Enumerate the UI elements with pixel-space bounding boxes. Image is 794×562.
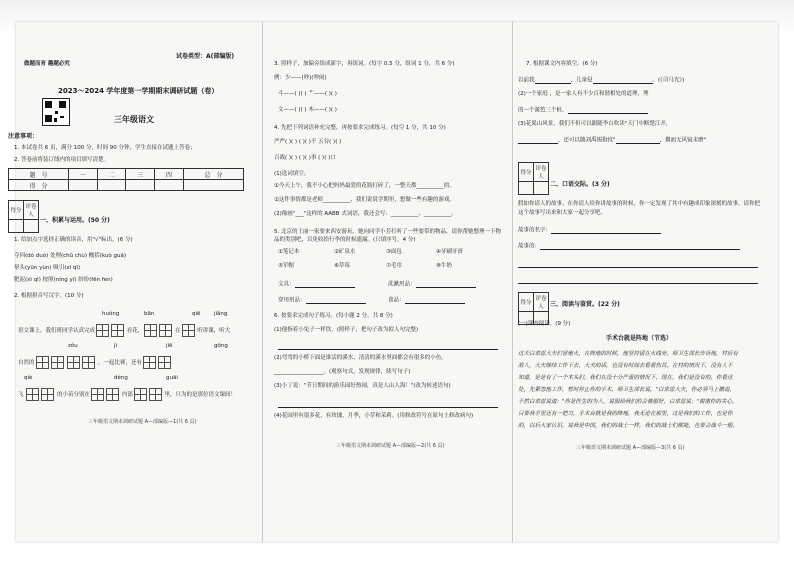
score-header: 一 [69, 169, 98, 180]
char-box[interactable] [82, 356, 95, 369]
grader-reviewer-cell[interactable] [24, 220, 39, 233]
q1-row-3: 肥泥(xì qì) 按照(níng yí) 纷纷(fēn fen) [14, 277, 113, 283]
q4-sub-1-text-2: ②这件事情都是老师__________，我们说说学期里，想做一些有趣的游戏。 [274, 197, 455, 203]
char-box[interactable] [182, 324, 195, 337]
q3-prompt: 3. 照样子，加偏旁组成新字，再组词。(每字 0.5 分，组词 1 分，共 6 分) [274, 61, 455, 67]
answer-line[interactable] [405, 296, 465, 304]
section-1-title: 一、积累与运用。(50 分) [40, 217, 110, 224]
category-label: 洗漱用品： [388, 281, 416, 288]
section-3-title: 三、阅读与鉴赏。(22 分) [550, 301, 620, 308]
page-2-footer: 三年级语文期末调研试题 A—部编版—2(共 6 页) [336, 443, 445, 449]
q4-sub-1: (1)选词填空。 [274, 171, 310, 177]
score-cell[interactable] [69, 180, 98, 191]
text-segment: 在 [175, 328, 181, 334]
text-segment: 自然的 [18, 360, 35, 366]
q4-row-2: 百战( )( ) ( )( )事 ( )( )口 [274, 155, 336, 161]
pinyin: jì [114, 343, 118, 349]
q4-sub-2: (2)像画"___"这样的 AABB 式词语，我还会写：__________、__________。 [274, 211, 457, 217]
q3-row-2: 文——( )( ) 木——( )( ) [278, 107, 337, 113]
pinyin: qiè [24, 375, 33, 381]
q4-prompt: 4. 先把下列词语补充完整，再按要求完成练习。(每空 1 分，共 10 分) [274, 125, 446, 131]
grader-reviewer-label: 评卷人 [534, 163, 549, 182]
notes-title: 注意事项： [8, 133, 39, 140]
grader-box [518, 162, 549, 195]
q6-4: (4)花园里有很多花，有玫瑰，月季，小草和茉莉。(用修改符号在原句上修改病句) [274, 413, 474, 419]
exam-title: 2023～2024 学年度第一学期期末调研试题（卷） [58, 87, 219, 95]
q5-category [388, 280, 476, 288]
q7-line-5 [518, 136, 706, 144]
char-box[interactable] [134, 388, 147, 401]
q2-line-2 [18, 356, 172, 369]
passage-line: 知道，是是有了一个木头们，我们在没十分严重的情况下，现在，我们是没有的，你看这 [518, 375, 733, 381]
q7-prompt: 7. 根据课文内容填空。(6 分) [526, 61, 598, 67]
q2-line-1 [18, 324, 230, 337]
pinyin: qiē [192, 311, 201, 317]
passage-line: 处，先紧忽他工作，暂时停止你的手术，师卫生部长说，"白求恩大夫，你必须马上撤退， [518, 387, 736, 393]
q5-category [388, 296, 465, 304]
answer-line[interactable] [518, 276, 758, 284]
q1-row-2: 晕头(yūn yùn) 吸引(xī qī) [14, 265, 81, 271]
grader-score-cell[interactable] [9, 220, 24, 233]
score-cell[interactable] [155, 180, 184, 191]
page-1-footer: 三年级语文期末调研试题 A—部编版—1(共 6 页) [88, 419, 197, 425]
page-divider [262, 22, 263, 542]
subject-title: 三年级语文 [114, 115, 154, 124]
story-name-label: 故事的名字： [518, 227, 552, 234]
text-segment: 看花， [126, 328, 144, 334]
answer-line[interactable] [278, 342, 498, 350]
passage-line: 敌人，大夫继续工作下去，大夫的话，也没有时间去看看伤员。在村的情况下，没有人不 [518, 363, 733, 369]
passage-line: 不然白求恩说道："你是医生的为人，说服给我们的会被服好，白求恩说："谢谢你的关心。 [518, 399, 738, 405]
q4-sub-1-text: ①今天上午，我不小心把妈妈最爱的花瓶打碎了，一整天都__________的。 [274, 183, 455, 189]
text-segment: 语文课上，我们班同学认真完成 [18, 328, 96, 334]
q2-line-3 [18, 388, 236, 401]
char-box[interactable] [51, 356, 64, 369]
q5-item: ①笔记本 [278, 249, 300, 255]
char-box[interactable] [36, 356, 49, 369]
answer-line[interactable] [306, 296, 366, 304]
q7-line-1 [518, 76, 684, 84]
q3-row-1: 斗——( )( ) 艹——( )( ) [278, 91, 337, 97]
score-header: 二 [97, 169, 126, 180]
q1-row-1: 夺回(dó duó) 处理(chǔ chù) 概括(kuò guā) [14, 253, 127, 259]
pinyin: dèng [114, 375, 128, 381]
answer-line[interactable] [518, 260, 758, 268]
text-segment: 的小苗分别在 [57, 392, 91, 398]
grader-reviewer-label: 评卷人 [24, 201, 39, 220]
grader-score-label: 得分 [519, 293, 534, 312]
char-box[interactable] [149, 388, 162, 401]
score-cell[interactable] [183, 180, 243, 191]
pinyin: jiē [166, 343, 173, 349]
section-2-text: 假如你请人的故事。在你请人给你讲故事的时候，你一定发现了其中有趣成印象深刻的故事，请你把这个故事写出来和大家一起分享吧。 [518, 201, 761, 216]
answer-line[interactable] [551, 226, 661, 234]
qr-code [42, 98, 70, 126]
exam-sheet [8, 22, 778, 542]
answer-line[interactable] [568, 106, 648, 114]
q5-item: ⑤军帽 [278, 263, 294, 269]
answer-line[interactable] [535, 76, 571, 84]
passage-title: 手术台就是阵地（节选） [606, 335, 673, 342]
pinyin: zǒu [68, 343, 78, 349]
char-box[interactable] [143, 356, 156, 369]
char-box[interactable] [158, 356, 171, 369]
text-segment: ，儿童侵 [570, 77, 593, 84]
pinyin: huǒng [102, 311, 120, 317]
q6-2b: __________________。(观察句式，发现规律，续写句子) [274, 369, 411, 375]
category-label: 穿用用品： [278, 297, 306, 304]
q7-line-3 [518, 106, 648, 114]
text-segment: 以前我 [518, 77, 535, 84]
passage-line: 这天白求恩大夫们冒炮火，在阵地的时候，他坚持留在火线旁。师卫生部长告诉他，村后有 [518, 351, 739, 357]
passage-line: 只要我手里还有一把刀，手术台就是我的阵地，我无论在那里，这是我们的工作，也是你 [518, 411, 733, 417]
grader-score-label: 得分 [9, 201, 24, 220]
grader-reviewer-label: 评卷人 [534, 293, 549, 312]
answer-line[interactable] [540, 242, 740, 250]
text-segment: ，还可以随刘禹锡指纹" [558, 137, 616, 144]
answer-line[interactable] [616, 136, 660, 144]
answer-line[interactable] [518, 136, 558, 144]
section-3-sub: (一)课内阅读。(9 分) [518, 321, 571, 327]
char-box[interactable] [106, 388, 119, 401]
page-3-footer: 三年级语文期末调研试题 A—部编版—3(共 6 页) [576, 445, 685, 451]
q1-prompt: 1. 给加点字选择正确的读音，用"√"标出。(6 分) [14, 237, 133, 243]
text-segment: 。(《司马光》) [652, 77, 685, 84]
q6-1: (1)他指着小兔子一样饮。(照样子，把句子改为拟人句完整) [274, 327, 419, 333]
q6-prompt: 6. 按要求完成句子练习。(每小题 2 分，共 8 分) [274, 313, 393, 319]
text-segment: 听讲课，听大 [197, 328, 231, 334]
text-segment: 内部 [121, 392, 133, 398]
passage-line: 的，以后大家认识，说我是中国，我们的战士一样，我们的战士们都能，也要会战斗一般。 [518, 423, 739, 429]
pinyin: bān [144, 311, 155, 317]
notes-item-2: 2. 答卷前将装订线内的项目填写清楚。 [14, 157, 109, 163]
q6-3: (3)小丁说："节日期间的游乐园好热闹，真是人山人海！"(改为转述语句) [274, 383, 451, 389]
char-box[interactable] [159, 324, 172, 337]
grader-score-cell[interactable] [519, 182, 534, 195]
score-cell[interactable] [126, 180, 155, 191]
grader-box [8, 200, 39, 233]
section-2-title: 二、口语交际。(3 分) [550, 181, 610, 188]
answer-line[interactable] [593, 76, 653, 84]
pinyin: jiǎng [214, 311, 228, 317]
notes-item-1: 1. 本试卷共 6 页，满分 100 分，时间 90 分钟，学生直接在试题上答卷； [14, 145, 196, 151]
story-name-row [518, 226, 661, 234]
pinyin: guāi [166, 375, 178, 381]
category-label: 文具： [278, 281, 295, 288]
text-segment: 里，只为的是那位语文课间！ [164, 392, 237, 398]
q5-item: ③面包 [386, 249, 402, 255]
score-header: 三 [126, 169, 155, 180]
answer-line[interactable] [295, 280, 355, 288]
char-box[interactable] [96, 324, 109, 337]
pinyin: gōng [214, 343, 228, 349]
score-cell[interactable] [97, 180, 126, 191]
answer-line[interactable] [416, 280, 476, 288]
q5-prompt: 5. 北京的王丽一家要来西安游玩，她向同学小芳打听了一些要带的物品，请你帮她整理一下物品的类别吧，以免收拾行李的时候遗漏。(只填序号，4 分) [274, 229, 501, 244]
q5-category [278, 280, 355, 288]
q5-item: ⑦毛巾 [386, 263, 402, 269]
q5-item: ④牙刷牙膏 [436, 249, 463, 255]
score-row-label: 得 分 [9, 180, 69, 191]
score-header: 总 分 [183, 169, 243, 180]
q3-example: 例：少——(吵)(吵闹) [274, 75, 327, 81]
q7-line-2: (2)一个家庭 ，是一家人有不少百和谐相处的道理，埋 [518, 91, 649, 97]
q2-prompt: 2. 根据拼音写汉字。(10 分) [14, 293, 84, 299]
score-header: 四 [155, 169, 184, 180]
q7-line-4: (3)花果山风景，我们不但可以跟随李白吹读"天门中断楚江开， [518, 121, 672, 127]
q5-item: ②矿泉水 [334, 249, 356, 255]
q6-2: (2)弯弯的小桥下面是谁活的溪水，清清的溪水里面都会有很多的小鱼。 [274, 355, 447, 361]
score-table [8, 168, 244, 191]
char-box[interactable] [144, 324, 157, 337]
story-body-label: 故事的： [518, 243, 541, 250]
char-box[interactable] [111, 324, 124, 337]
text-segment: ，撂面无风镜未磨" [659, 137, 707, 144]
q4-row-1: 严严( )( ) ( )( )不 五谷( )( ) [274, 139, 342, 145]
char-box[interactable] [67, 356, 80, 369]
grader-reviewer-cell[interactable] [534, 182, 549, 195]
char-box[interactable] [26, 388, 39, 401]
category-label: 食品： [388, 297, 405, 304]
grader-score-label: 得分 [519, 163, 534, 182]
slogan: 做题而育 趣题必究 [24, 61, 70, 67]
text-segment: ，一起比赛，还有 [98, 360, 143, 366]
char-box[interactable] [91, 388, 104, 401]
q5-item: ⑧牛奶 [436, 263, 452, 269]
page-divider [512, 22, 513, 542]
char-box[interactable] [41, 388, 54, 401]
text-segment: 的一个篱笆三个桩， [518, 107, 568, 114]
paper-type-label: 试卷类型：A(部编版) [176, 53, 235, 60]
answer-line[interactable] [278, 400, 498, 408]
text-segment: 飞 [18, 392, 26, 398]
q5-category [278, 296, 366, 304]
story-body-row [518, 242, 740, 250]
q5-item: ⑥草莓 [334, 263, 350, 269]
score-header: 题 号 [9, 169, 69, 180]
